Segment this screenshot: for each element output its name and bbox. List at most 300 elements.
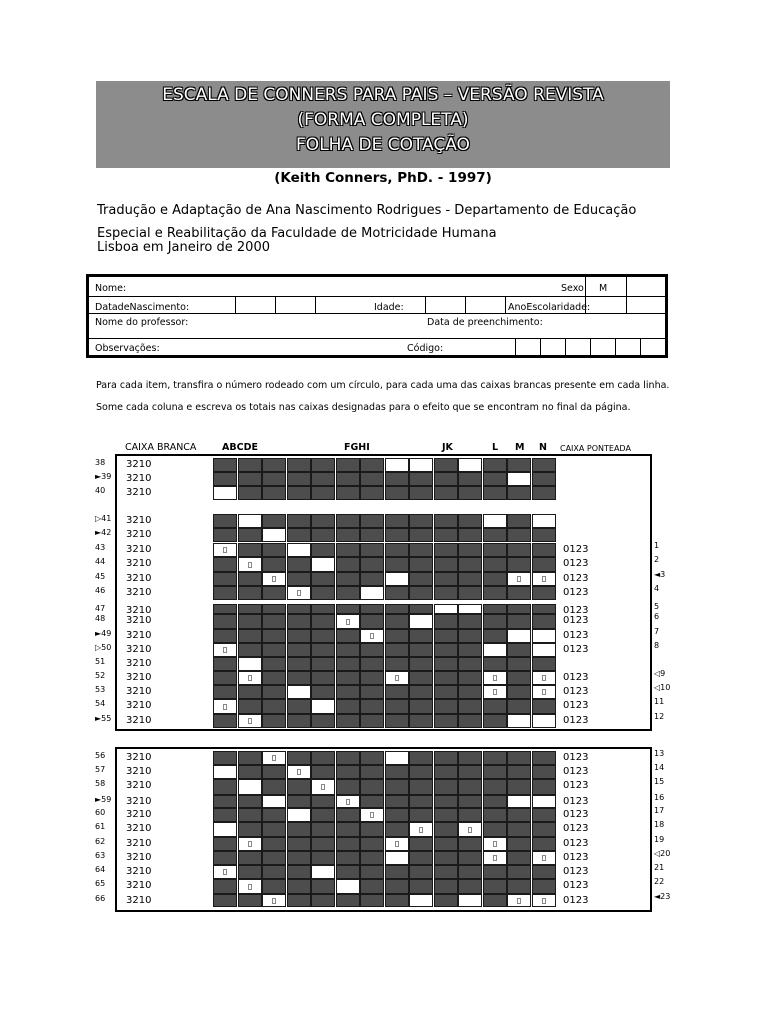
grid-cell[interactable] (507, 779, 531, 795)
grid-cell[interactable] (458, 685, 482, 699)
grid-cell[interactable] (458, 795, 482, 808)
grid-cell[interactable] (213, 629, 237, 643)
grid-cell[interactable] (458, 765, 482, 779)
grid-cell[interactable] (385, 894, 409, 907)
grid-cell[interactable] (262, 699, 286, 714)
grid-cell[interactable] (409, 795, 433, 808)
grid-cell[interactable] (483, 572, 507, 586)
grid-cell[interactable] (434, 657, 458, 671)
grid-cell[interactable] (213, 779, 237, 795)
grid-cell[interactable] (532, 543, 556, 557)
grid-cell[interactable] (213, 894, 237, 907)
grid-cell[interactable] (213, 604, 237, 614)
grid-cell[interactable] (532, 629, 556, 643)
grid-cell[interactable] (360, 837, 384, 851)
grid-cell[interactable] (483, 528, 507, 542)
grid-cell[interactable] (385, 528, 409, 542)
grid-cell[interactable] (311, 572, 335, 586)
grid-cell[interactable] (385, 557, 409, 572)
grid-cell[interactable] (360, 865, 384, 879)
grid-cell[interactable] (213, 472, 237, 486)
grid-cell[interactable] (385, 779, 409, 795)
grid-cell[interactable] (483, 779, 507, 795)
grid-cell[interactable] (262, 604, 286, 614)
grid-cell[interactable] (458, 851, 482, 865)
grid-cell[interactable] (532, 765, 556, 779)
grid-cell[interactable] (213, 685, 237, 699)
grid-cell[interactable] (287, 751, 311, 765)
grid-cell[interactable] (532, 643, 556, 657)
grid-cell[interactable] (507, 629, 531, 643)
grid-cell[interactable] (458, 528, 482, 542)
grid-cell[interactable] (532, 751, 556, 765)
grid-cell[interactable] (311, 528, 335, 542)
grid-cell[interactable] (532, 557, 556, 572)
grid-cell[interactable] (311, 685, 335, 699)
grid-cell[interactable] (360, 572, 384, 586)
grid-cell[interactable] (311, 557, 335, 572)
grid-cell[interactable] (409, 865, 433, 879)
grid-cell[interactable] (360, 657, 384, 671)
grid-cell[interactable] (532, 514, 556, 528)
grid-cell[interactable] (434, 543, 458, 557)
grid-cell[interactable] (483, 714, 507, 728)
grid-cell[interactable] (409, 472, 433, 486)
grid-cell[interactable] (532, 458, 556, 472)
grid-cell[interactable] (385, 765, 409, 779)
grid-cell[interactable] (213, 528, 237, 542)
grid-cell[interactable] (287, 472, 311, 486)
grid-cell[interactable] (262, 643, 286, 657)
grid-cell[interactable] (458, 714, 482, 728)
grid-cell[interactable] (360, 514, 384, 528)
grid-cell[interactable] (336, 699, 360, 714)
field-professor[interactable]: Nome do professor: (95, 317, 189, 328)
grid-cell[interactable] (532, 879, 556, 894)
grid-cell[interactable] (434, 572, 458, 586)
grid-cell[interactable] (213, 486, 237, 500)
grid-cell[interactable] (409, 714, 433, 728)
grid-cell[interactable] (434, 643, 458, 657)
grid-cell[interactable] (336, 714, 360, 728)
grid-cell[interactable] (238, 472, 262, 486)
grid-cell[interactable] (287, 865, 311, 879)
grid-cell[interactable] (360, 643, 384, 657)
grid-cell[interactable] (483, 643, 507, 657)
grid-cell[interactable] (238, 795, 262, 808)
grid-cell[interactable] (213, 837, 237, 851)
grid-cell[interactable] (385, 751, 409, 765)
field-ano-escolaridade[interactable]: AnoEscolaridade: (508, 302, 591, 313)
grid-cell[interactable] (213, 879, 237, 894)
grid-cell[interactable] (238, 851, 262, 865)
field-observacoes[interactable]: Observações: (95, 343, 160, 354)
grid-cell[interactable] (458, 543, 482, 557)
grid-cell[interactable] (385, 685, 409, 699)
grid-cell[interactable] (336, 765, 360, 779)
grid-cell[interactable] (483, 586, 507, 600)
grid-cell[interactable] (483, 557, 507, 572)
grid-cell[interactable] (385, 572, 409, 586)
grid-cell[interactable] (507, 671, 531, 685)
grid-cell[interactable] (483, 808, 507, 822)
grid-cell[interactable] (434, 765, 458, 779)
grid-cell[interactable] (287, 528, 311, 542)
grid-cell[interactable] (532, 865, 556, 879)
grid-cell[interactable] (238, 629, 262, 643)
grid-cell[interactable] (507, 765, 531, 779)
grid-cell[interactable] (507, 614, 531, 629)
grid-cell[interactable] (385, 865, 409, 879)
grid-cell[interactable] (262, 514, 286, 528)
grid-cell[interactable] (336, 822, 360, 837)
grid-cell[interactable] (262, 472, 286, 486)
grid-cell[interactable] (409, 699, 433, 714)
grid-cell[interactable] (360, 894, 384, 907)
grid-cell[interactable] (336, 472, 360, 486)
grid-cell[interactable] (532, 837, 556, 851)
grid-cell[interactable] (262, 614, 286, 629)
grid-cell[interactable] (458, 486, 482, 500)
grid-cell[interactable] (238, 514, 262, 528)
grid-cell[interactable] (262, 808, 286, 822)
grid-cell[interactable] (507, 851, 531, 865)
grid-cell[interactable] (336, 543, 360, 557)
grid-cell[interactable] (238, 458, 262, 472)
grid-cell[interactable] (287, 685, 311, 699)
grid-cell[interactable] (483, 865, 507, 879)
grid-cell[interactable] (507, 865, 531, 879)
grid-cell[interactable] (360, 604, 384, 614)
grid-cell[interactable] (409, 614, 433, 629)
grid-cell[interactable] (434, 808, 458, 822)
grid-cell[interactable] (483, 614, 507, 629)
grid-cell[interactable] (507, 557, 531, 572)
grid-cell[interactable] (483, 514, 507, 528)
grid-cell[interactable] (458, 751, 482, 765)
grid-cell[interactable] (287, 699, 311, 714)
grid-cell[interactable] (336, 557, 360, 572)
grid-cell[interactable] (385, 714, 409, 728)
field-data-preenchimento[interactable]: Data de preenchimento: (427, 317, 543, 328)
grid-cell[interactable] (434, 614, 458, 629)
grid-cell[interactable] (336, 837, 360, 851)
grid-cell[interactable] (238, 486, 262, 500)
grid-cell[interactable] (458, 894, 482, 907)
field-sexo-m[interactable]: M (599, 283, 608, 294)
grid-cell[interactable] (213, 714, 237, 728)
grid-cell[interactable] (262, 851, 286, 865)
grid-cell[interactable] (458, 699, 482, 714)
grid-cell[interactable] (434, 472, 458, 486)
grid-cell[interactable] (287, 822, 311, 837)
grid-cell[interactable] (507, 795, 531, 808)
grid-cell[interactable] (409, 851, 433, 865)
grid-cell[interactable] (409, 879, 433, 894)
grid-cell[interactable] (238, 779, 262, 795)
grid-cell[interactable] (262, 795, 286, 808)
field-data-nascimento[interactable]: DatadeNascimento: (95, 302, 190, 313)
grid-cell[interactable] (311, 765, 335, 779)
grid-cell[interactable] (434, 699, 458, 714)
grid-cell[interactable] (311, 795, 335, 808)
grid-cell[interactable] (287, 572, 311, 586)
grid-cell[interactable] (336, 643, 360, 657)
grid-cell[interactable] (458, 586, 482, 600)
grid-cell[interactable] (213, 795, 237, 808)
grid-cell[interactable] (336, 671, 360, 685)
grid-cell[interactable] (213, 657, 237, 671)
grid-cell[interactable] (213, 514, 237, 528)
grid-cell[interactable] (360, 795, 384, 808)
grid-cell[interactable] (483, 486, 507, 500)
grid-cell[interactable] (458, 629, 482, 643)
grid-cell[interactable] (385, 614, 409, 629)
grid-cell[interactable] (434, 557, 458, 572)
grid-cell[interactable] (458, 657, 482, 671)
grid-cell[interactable] (262, 486, 286, 500)
grid-cell[interactable] (434, 865, 458, 879)
grid-cell[interactable] (458, 604, 482, 614)
grid-cell[interactable] (507, 458, 531, 472)
grid-cell[interactable] (483, 699, 507, 714)
grid-cell[interactable] (409, 514, 433, 528)
grid-cell[interactable] (213, 751, 237, 765)
grid-cell[interactable] (213, 572, 237, 586)
grid-cell[interactable] (507, 699, 531, 714)
grid-cell[interactable] (483, 472, 507, 486)
grid-cell[interactable] (507, 486, 531, 500)
grid-cell[interactable] (311, 657, 335, 671)
grid-cell[interactable] (409, 751, 433, 765)
grid-cell[interactable] (238, 894, 262, 907)
grid-cell[interactable] (360, 751, 384, 765)
grid-cell[interactable] (507, 643, 531, 657)
grid-cell[interactable] (262, 837, 286, 851)
grid-cell[interactable] (213, 808, 237, 822)
grid-cell[interactable] (311, 699, 335, 714)
grid-cell[interactable] (385, 699, 409, 714)
grid-cell[interactable] (238, 543, 262, 557)
grid-cell[interactable] (360, 614, 384, 629)
grid-cell[interactable] (287, 808, 311, 822)
grid-cell[interactable] (311, 894, 335, 907)
grid-cell[interactable] (262, 765, 286, 779)
grid-cell[interactable] (311, 865, 335, 879)
grid-cell[interactable] (287, 657, 311, 671)
grid-cell[interactable] (532, 486, 556, 500)
grid-cell[interactable] (262, 657, 286, 671)
grid-cell[interactable] (385, 643, 409, 657)
grid-cell[interactable] (385, 879, 409, 894)
grid-cell[interactable] (483, 458, 507, 472)
grid-cell[interactable] (262, 671, 286, 685)
grid-cell[interactable] (262, 685, 286, 699)
grid-cell[interactable] (360, 851, 384, 865)
grid-cell[interactable] (262, 879, 286, 894)
grid-cell[interactable] (409, 765, 433, 779)
grid-cell[interactable] (336, 528, 360, 542)
grid-cell[interactable] (507, 528, 531, 542)
grid-cell[interactable] (238, 643, 262, 657)
field-nome[interactable]: Nome: (95, 283, 127, 294)
grid-cell[interactable] (336, 865, 360, 879)
grid-cell[interactable] (434, 779, 458, 795)
grid-cell[interactable] (434, 714, 458, 728)
grid-cell[interactable] (311, 751, 335, 765)
grid-cell[interactable] (238, 572, 262, 586)
grid-cell[interactable] (311, 851, 335, 865)
grid-cell[interactable] (458, 614, 482, 629)
grid-cell[interactable] (507, 808, 531, 822)
grid-cell[interactable] (458, 514, 482, 528)
grid-cell[interactable] (360, 458, 384, 472)
grid-cell[interactable] (336, 779, 360, 795)
grid-cell[interactable] (311, 604, 335, 614)
grid-cell[interactable] (287, 671, 311, 685)
grid-cell[interactable] (238, 685, 262, 699)
grid-cell[interactable] (483, 543, 507, 557)
grid-cell[interactable] (434, 604, 458, 614)
grid-cell[interactable] (532, 472, 556, 486)
grid-cell[interactable] (287, 894, 311, 907)
grid-cell[interactable] (213, 822, 237, 837)
grid-cell[interactable] (287, 851, 311, 865)
grid-cell[interactable] (483, 657, 507, 671)
grid-cell[interactable] (434, 528, 458, 542)
grid-cell[interactable] (311, 671, 335, 685)
grid-cell[interactable] (434, 822, 458, 837)
grid-cell[interactable] (238, 822, 262, 837)
grid-cell[interactable] (287, 643, 311, 657)
grid-cell[interactable] (311, 837, 335, 851)
grid-cell[interactable] (434, 851, 458, 865)
grid-cell[interactable] (458, 808, 482, 822)
grid-cell[interactable] (532, 779, 556, 795)
grid-cell[interactable] (238, 865, 262, 879)
grid-cell[interactable] (483, 629, 507, 643)
grid-cell[interactable] (336, 851, 360, 865)
grid-cell[interactable] (409, 557, 433, 572)
grid-cell[interactable] (458, 865, 482, 879)
grid-cell[interactable] (287, 604, 311, 614)
grid-cell[interactable] (311, 514, 335, 528)
grid-cell[interactable] (336, 808, 360, 822)
grid-cell[interactable] (409, 643, 433, 657)
grid-cell[interactable] (409, 572, 433, 586)
grid-cell[interactable] (360, 486, 384, 500)
grid-cell[interactable] (213, 851, 237, 865)
grid-cell[interactable] (213, 671, 237, 685)
grid-cell[interactable] (458, 779, 482, 795)
grid-cell[interactable] (336, 751, 360, 765)
grid-cell[interactable] (434, 671, 458, 685)
grid-cell[interactable] (458, 557, 482, 572)
grid-cell[interactable] (507, 543, 531, 557)
grid-cell[interactable] (385, 795, 409, 808)
grid-cell[interactable] (336, 685, 360, 699)
grid-cell[interactable] (262, 865, 286, 879)
grid-cell[interactable] (434, 894, 458, 907)
grid-cell[interactable] (262, 543, 286, 557)
grid-cell[interactable] (238, 765, 262, 779)
field-sexo[interactable]: Sexo (561, 283, 584, 294)
grid-cell[interactable] (262, 779, 286, 795)
grid-cell[interactable] (336, 894, 360, 907)
grid-cell[interactable] (336, 458, 360, 472)
grid-cell[interactable] (287, 779, 311, 795)
grid-cell[interactable] (507, 822, 531, 837)
grid-cell[interactable] (262, 586, 286, 600)
grid-cell[interactable] (507, 714, 531, 728)
grid-cell[interactable] (262, 822, 286, 837)
grid-cell[interactable] (483, 879, 507, 894)
grid-cell[interactable] (409, 586, 433, 600)
grid-cell[interactable] (483, 604, 507, 614)
grid-cell[interactable] (434, 514, 458, 528)
grid-cell[interactable] (532, 808, 556, 822)
grid-cell[interactable] (311, 614, 335, 629)
grid-cell[interactable] (262, 629, 286, 643)
grid-cell[interactable] (311, 629, 335, 643)
grid-cell[interactable] (409, 837, 433, 851)
grid-cell[interactable] (262, 714, 286, 728)
grid-cell[interactable] (336, 604, 360, 614)
grid-cell[interactable] (360, 557, 384, 572)
field-codigo[interactable]: Código: (407, 343, 444, 354)
grid-cell[interactable] (434, 486, 458, 500)
grid-cell[interactable] (336, 486, 360, 500)
grid-cell[interactable] (409, 671, 433, 685)
grid-cell[interactable] (483, 894, 507, 907)
grid-cell[interactable] (458, 472, 482, 486)
grid-cell[interactable] (360, 586, 384, 600)
grid-cell[interactable] (458, 671, 482, 685)
grid-cell[interactable] (385, 629, 409, 643)
grid-cell[interactable] (336, 514, 360, 528)
grid-cell[interactable] (287, 486, 311, 500)
grid-cell[interactable] (507, 837, 531, 851)
grid-cell[interactable] (409, 894, 433, 907)
grid-cell[interactable] (507, 685, 531, 699)
grid-cell[interactable] (532, 586, 556, 600)
grid-cell[interactable] (311, 458, 335, 472)
grid-cell[interactable] (385, 851, 409, 865)
grid-cell[interactable] (360, 765, 384, 779)
grid-cell[interactable] (532, 822, 556, 837)
grid-cell[interactable] (532, 714, 556, 728)
grid-cell[interactable] (434, 685, 458, 699)
grid-cell[interactable] (287, 795, 311, 808)
grid-cell[interactable] (385, 808, 409, 822)
grid-cell[interactable] (238, 751, 262, 765)
grid-cell[interactable] (385, 657, 409, 671)
grid-cell[interactable] (483, 795, 507, 808)
grid-cell[interactable] (238, 808, 262, 822)
grid-cell[interactable] (287, 837, 311, 851)
grid-cell[interactable] (385, 472, 409, 486)
grid-cell[interactable] (238, 528, 262, 542)
grid-cell[interactable] (336, 657, 360, 671)
grid-cell[interactable] (287, 714, 311, 728)
grid-cell[interactable] (434, 879, 458, 894)
grid-cell[interactable] (287, 514, 311, 528)
grid-cell[interactable] (360, 879, 384, 894)
grid-cell[interactable] (483, 751, 507, 765)
grid-cell[interactable] (262, 557, 286, 572)
grid-cell[interactable] (213, 765, 237, 779)
grid-cell[interactable] (336, 586, 360, 600)
